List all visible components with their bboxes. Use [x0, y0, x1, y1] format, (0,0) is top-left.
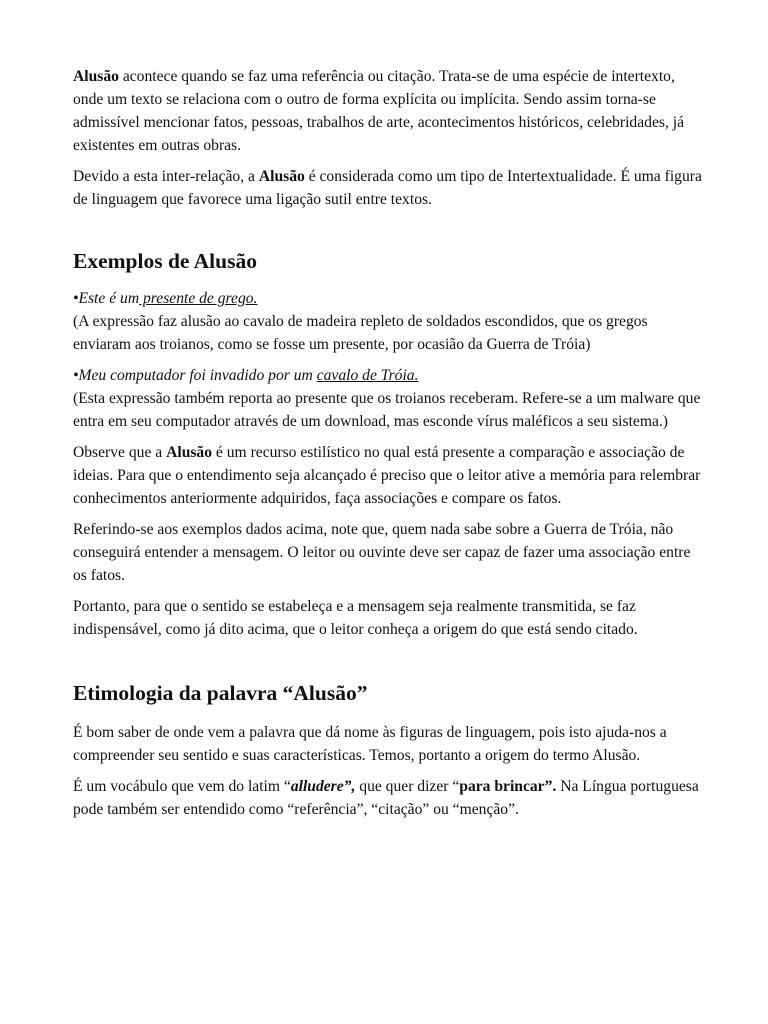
paragraph-observe: [73, 441, 703, 510]
latin-word: alludere”,: [290, 778, 356, 795]
intro-paragraph-1: [73, 65, 703, 157]
meaning-phrase: para brincar”.: [459, 778, 557, 795]
etimologia-paragraph-2: [73, 775, 703, 821]
example-2-sentence: [73, 367, 418, 384]
intro-paragraph-2: [73, 165, 703, 211]
heading-exemplos: Exemplos de Alusão: [73, 249, 257, 273]
heading-etimologia: Etimologia da palavra “Alusão”: [73, 681, 368, 705]
example-2-prefix: •Meu computador foi invadido por um: [73, 367, 317, 384]
example-2-explanation: (Esta expressão também reporta ao presente que os troianos receberam. Refere-se a um malware que entra em seu computador através de um download, mas esconde vírus maléficos a seu sistema.): [73, 390, 701, 430]
document-page: [73, 65, 703, 829]
paragraph-referindo: Referindo-se aos exemplos dados acima, note que, quem nada sabe sobre a Guerra de Tróia, não conseguirá entender a mensagem. O leitor ou ouvinte deve ser capaz de fazer uma associação entre os fatos.: [73, 521, 691, 584]
term-alusao: Alusão: [258, 168, 305, 185]
example-1-highlight: presente de grego.: [139, 290, 258, 307]
term-alusao: Alusão: [73, 68, 119, 85]
intro-paragraph-2-before: Devido a esta inter-relação, a: [73, 168, 259, 185]
etimologia-p2-middle: que quer dizer “: [355, 778, 460, 795]
example-1: [73, 287, 703, 356]
term-alusao: Alusão: [166, 444, 213, 461]
etimologia-paragraph-1: É bom saber de onde vem a palavra que dá nome às figuras de linguagem, pois isto ajuda-nos a compreender seu sentido e suas características. Temos, portanto a origem do termo Alusão.: [73, 724, 667, 764]
paragraph-portanto: Portanto, para que o sentido se estabeleça e a mensagem seja realmente transmitida, se faz indispensável, como já dito acima, que o leitor conheça a origem do que está sendo citado.: [73, 598, 638, 638]
paragraph-observe-before: Observe que a: [73, 444, 167, 461]
example-2-highlight: cavalo de Tróia.: [316, 367, 419, 384]
intro-paragraph-1-text: acontece quando se faz uma referência ou citação. Trata-se de uma espécie de intertexto, onde um texto se relaciona com o outro de forma explícita ou implícita. Sendo assim torna-se admissível mencionar fatos, pessoas, trabalhos de arte, acontecimentos históricos, celebridades, já existentes em outras obras.: [73, 68, 684, 154]
example-1-sentence: [73, 290, 257, 307]
example-1-explanation: (A expressão faz alusão ao cavalo de madeira repleto de soldados escondidos, que os gregos enviaram aos troianos, como se fosse um presente, por ocasião da Guerra de Tróia): [73, 313, 648, 353]
paragraph-observe-after: é um recurso estilístico no qual está presente a comparação e associação de ideias. Para que o entendimento seja alcançado é preciso que o leitor ative a memória para relembrar conhecimentos anteriormente adquiridos, faça associações e compare os fatos.: [73, 444, 701, 507]
etimologia-p2-before: É um vocábulo que vem do latim “: [73, 778, 291, 795]
intro-paragraph-2-after: é considerada como um tipo de Intertextualidade. É uma figura de linguagem que favorece uma ligação sutil entre textos.: [73, 168, 702, 208]
etimologia-p2-after: Na Língua portuguesa pode também ser entendido como “referência”, “citação” ou “menção”.: [73, 778, 699, 818]
example-2: [73, 364, 703, 433]
example-1-prefix: •Este é um: [73, 290, 140, 307]
